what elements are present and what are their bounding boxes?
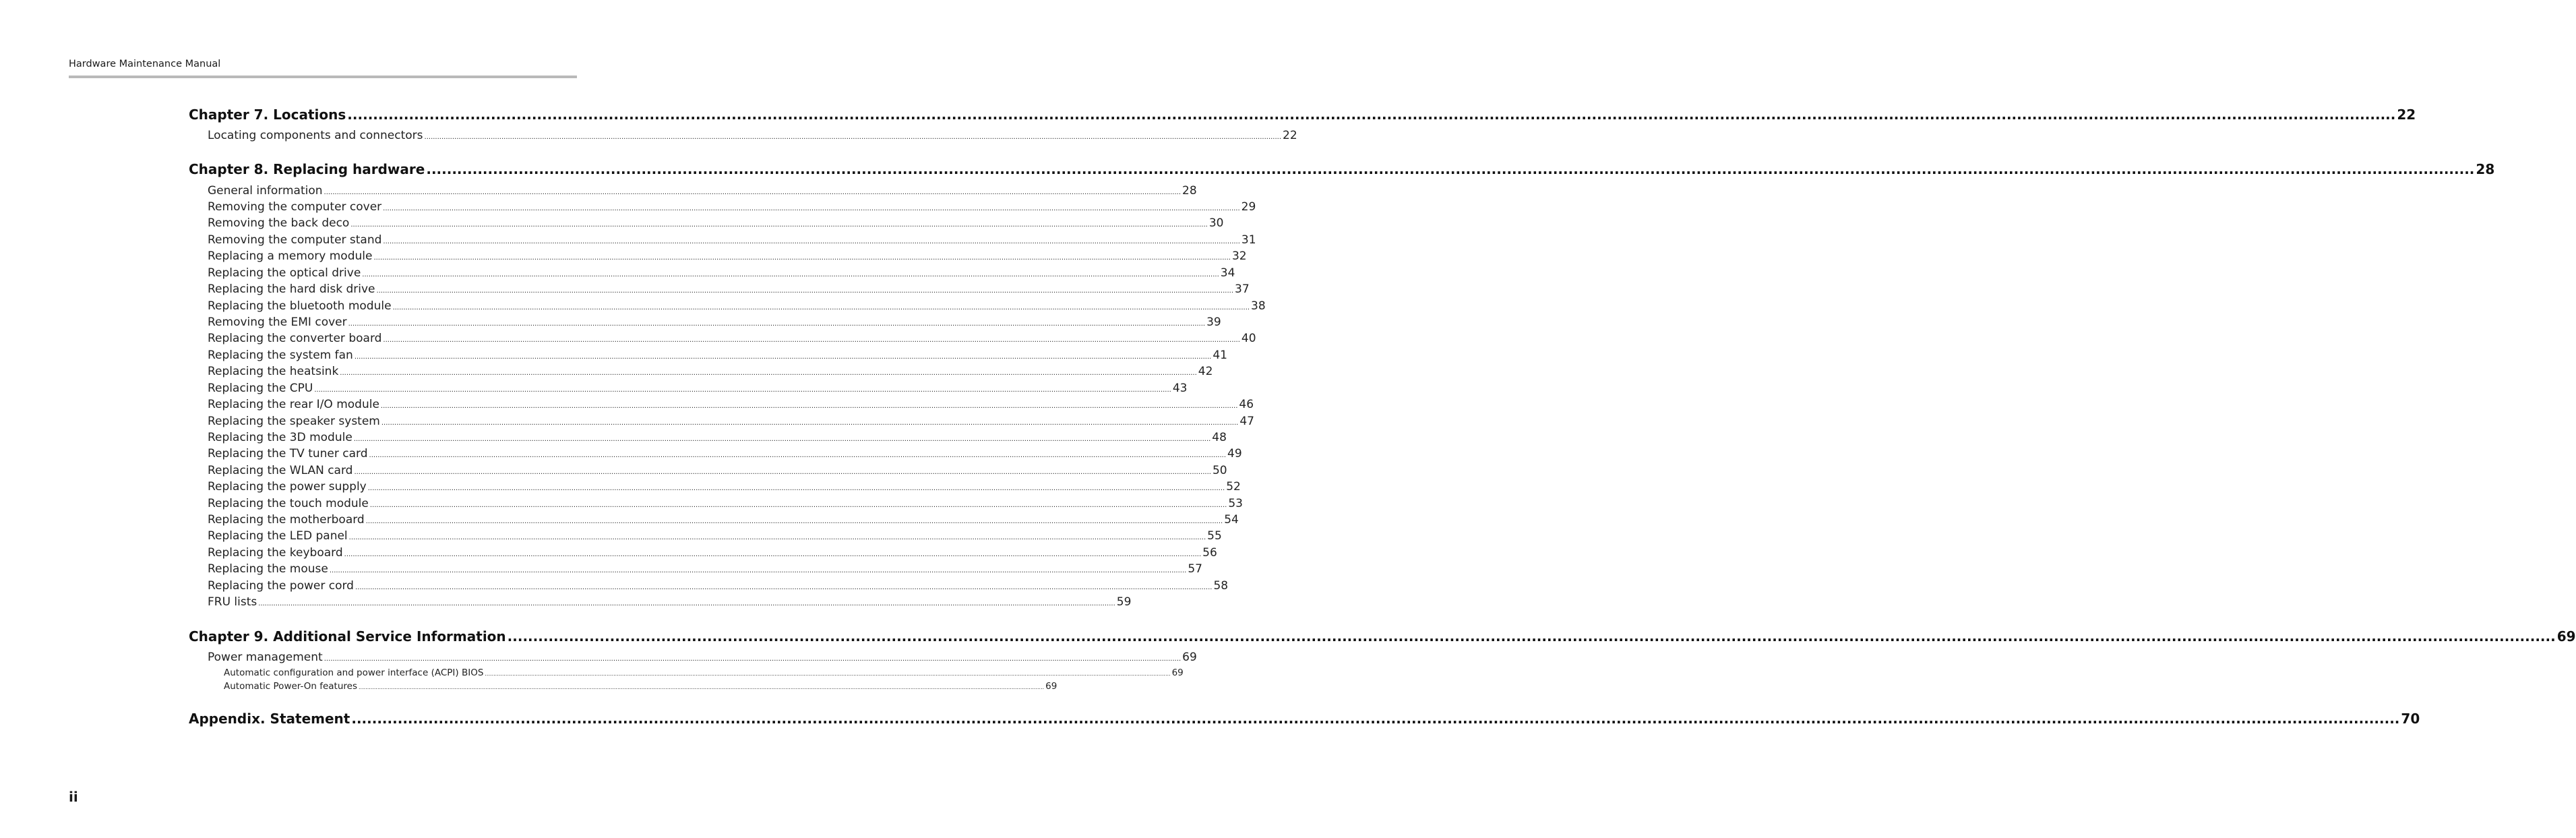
dot-leader: ................................................................................................................................................................................................................................................................................................................................................................................................................	[314, 386, 1171, 394]
toc-entry-page: 47	[1239, 415, 1254, 428]
toc-entry-title: Appendix. Statement	[189, 711, 350, 727]
dot-leader: ................................................................................................................................................................................................................................................................................................................................................................................................................	[383, 238, 1240, 245]
toc-entry-chapter[interactable]	[189, 107, 2416, 123]
toc-entry-title: Replacing the power cord	[208, 579, 354, 593]
dot-leader: ................................................................................................................................................................................................................................................................................................................................................................................................................	[258, 600, 1115, 607]
dot-leader: ................................................................................................................................................................................................................................................................................................................................................................................................................	[324, 189, 1181, 196]
dot-leader: ................................................................................................................................................................................................................................................................................................................................................................................................................	[358, 684, 1045, 690]
toc-entry-title: Removing the computer cover	[208, 200, 382, 214]
toc-entry-page: 32	[1231, 249, 1247, 263]
toc-entry-section[interactable]	[208, 447, 1242, 460]
toc-entry-page: 34	[1220, 266, 1235, 280]
toc-entry-page: 38	[1251, 299, 1266, 313]
toc-entry-section[interactable]	[208, 200, 1256, 214]
toc-entry-subsection[interactable]	[224, 667, 1184, 678]
toc-entry-page: 54	[1224, 513, 1239, 527]
toc-entry-title: Replacing the rear I/O module	[208, 398, 379, 411]
toc-entry-page: 53	[1228, 497, 1243, 510]
dot-leader: ................................................................................................................................................................................................................................................................................................................................................................................................................	[348, 534, 1206, 541]
dot-leader: ................................................................................................................................................................................................................................................................................................................................................................................................................	[347, 107, 2396, 123]
dot-leader: ................................................................................................................................................................................................................................................................................................................................................................................................................	[376, 287, 1233, 295]
header-rule	[69, 76, 577, 78]
toc-entry-title: Automatic Power-On features	[224, 681, 357, 692]
dot-leader: ................................................................................................................................................................................................................................................................................................................................................................................................................	[355, 584, 1213, 591]
dot-leader: ................................................................................................................................................................................................................................................................................................................................................................................................................	[344, 551, 1202, 558]
toc-entry-title: Removing the computer stand	[208, 233, 382, 247]
dot-leader: ................................................................................................................................................................................................................................................................................................................................................................................................................	[392, 304, 1250, 311]
toc-entry-title: Chapter 9. Additional Service Information	[189, 628, 506, 645]
toc-entry-page: 40	[1241, 332, 1256, 345]
toc-entry-title: Replacing the speaker system	[208, 415, 380, 428]
toc-entry-section[interactable]	[208, 431, 1227, 444]
dot-leader: ................................................................................................................................................................................................................................................................................................................................................................................................................	[351, 711, 2400, 727]
toc-entry-title: Removing the EMI cover	[208, 316, 347, 329]
toc-entry-page: 59	[1116, 595, 1132, 609]
toc-entry-page: 41	[1213, 349, 1227, 362]
toc-entry-page: 31	[1241, 233, 1256, 247]
toc-entry-section[interactable]	[208, 365, 1213, 378]
toc-entry-section[interactable]	[208, 480, 1241, 493]
toc-entry-title: FRU lists	[208, 595, 257, 609]
toc-entry-title: Replacing the mouse	[208, 562, 328, 576]
toc-entry-title: Replacing the heatsink	[208, 365, 339, 378]
toc-entry-section[interactable]	[208, 562, 1202, 576]
toc-entry-section[interactable]	[208, 529, 1222, 543]
dot-leader: ................................................................................................................................................................................................................................................................................................................................................................................................................	[485, 671, 1171, 677]
toc-entry-section[interactable]	[208, 233, 1256, 247]
dot-leader: ................................................................................................................................................................................................................................................................................................................................................................................................................	[383, 205, 1240, 212]
toc-entry-section[interactable]	[208, 316, 1221, 329]
toc-entry-title: General information	[208, 184, 323, 198]
toc-entry-section[interactable]	[208, 415, 1254, 428]
dot-leader: ................................................................................................................................................................................................................................................................................................................................................................................................................	[426, 161, 2475, 177]
toc-entry-section[interactable]	[208, 579, 1229, 593]
dot-leader: ................................................................................................................................................................................................................................................................................................................................................................................................................	[381, 419, 1239, 427]
toc-entry-section[interactable]	[208, 216, 1224, 230]
toc-entry-title: Replacing the converter board	[208, 332, 382, 345]
toc-entry-page: 49	[1227, 447, 1242, 460]
toc-entry-page: 22	[2397, 107, 2416, 123]
toc-entry-page: 43	[1172, 382, 1188, 395]
toc-entry-subsection[interactable]	[224, 681, 1057, 692]
toc-entry-page: 39	[1206, 316, 1221, 329]
dot-leader: ................................................................................................................................................................................................................................................................................................................................................................................................................	[367, 485, 1225, 492]
toc-entry-page: 48	[1212, 431, 1227, 444]
toc-entry-chapter[interactable]	[189, 711, 2420, 727]
toc-entry-section[interactable]	[208, 282, 1250, 296]
dot-leader: ................................................................................................................................................................................................................................................................................................................................................................................................................	[365, 518, 1223, 525]
dot-leader: ................................................................................................................................................................................................................................................................................................................................................................................................................	[383, 336, 1240, 344]
toc-entry-section[interactable]	[208, 398, 1254, 411]
toc-entry-page: 69	[2556, 628, 2576, 645]
toc-entry-title: Chapter 8. Replacing hardware	[189, 161, 425, 177]
dot-leader: ................................................................................................................................................................................................................................................................................................................................................................................................................	[350, 221, 1208, 229]
toc-entry-chapter[interactable]	[189, 628, 2576, 645]
toc-entry-title: Replacing the motherboard	[208, 513, 365, 527]
toc-entry-section[interactable]	[208, 464, 1227, 477]
toc-entry-page: 28	[1182, 184, 1197, 198]
toc-entry-section[interactable]	[208, 184, 1197, 198]
toc-entry-page: 58	[1213, 579, 1229, 593]
toc-entry-title: Locating components and connectors	[208, 129, 423, 142]
toc-entry-page: 55	[1207, 529, 1222, 543]
toc-entry-section[interactable]	[208, 513, 1239, 527]
dot-leader: ................................................................................................................................................................................................................................................................................................................................................................................................................	[507, 628, 2556, 645]
toc-entry-section[interactable]	[208, 497, 1243, 510]
toc-entry-title: Chapter 7. Locations	[189, 107, 346, 123]
toc-entry-title: Replacing the system fan	[208, 349, 353, 362]
toc-entry-title: Replacing the optical drive	[208, 266, 361, 280]
running-header: Hardware Maintenance Manual	[69, 59, 221, 69]
toc-entry-section[interactable]	[208, 266, 1235, 280]
toc-entry-page: 50	[1212, 464, 1227, 477]
toc-entry-page: 69	[1171, 667, 1184, 678]
toc-entry-title: Replacing the hard disk drive	[208, 282, 375, 296]
toc-entry-section[interactable]	[208, 382, 1188, 395]
dot-leader: ................................................................................................................................................................................................................................................................................................................................................................................................................	[354, 469, 1211, 476]
toc-entry-section[interactable]	[208, 546, 1217, 560]
toc-entry-section[interactable]	[208, 349, 1227, 362]
toc-entry-page: 30	[1208, 216, 1224, 230]
toc-entry-section[interactable]	[208, 249, 1247, 263]
toc-entry-page: 56	[1202, 546, 1217, 560]
toc-entry-section[interactable]	[208, 651, 1197, 664]
toc-entry-title: Replacing the bluetooth module	[208, 299, 392, 313]
toc-entry-page: 42	[1198, 365, 1213, 378]
toc-entry-title: Replacing a memory module	[208, 249, 373, 263]
dot-leader: ................................................................................................................................................................................................................................................................................................................................................................................................................	[424, 133, 1282, 141]
page-number: ii	[69, 789, 78, 805]
toc-entry-title: Power management	[208, 651, 323, 664]
dot-leader: ................................................................................................................................................................................................................................................................................................................................................................................................................	[369, 452, 1226, 459]
toc-entry-title: Replacing the WLAN card	[208, 464, 353, 477]
toc-entry-page: 46	[1239, 398, 1254, 411]
toc-entry-title: Removing the back deco	[208, 216, 350, 230]
dot-leader: ................................................................................................................................................................................................................................................................................................................................................................................................................	[380, 402, 1238, 410]
dot-leader: ................................................................................................................................................................................................................................................................................................................................................................................................................	[353, 436, 1211, 443]
dot-leader: ................................................................................................................................................................................................................................................................................................................................................................................................................	[324, 655, 1182, 663]
toc-entry-page: 70	[2401, 711, 2420, 727]
toc-entry-title: Automatic configuration and power interface (ACPI) BIOS	[224, 667, 484, 678]
toc-entry-page: 57	[1188, 562, 1202, 576]
toc-entry-title: Replacing the 3D module	[208, 431, 352, 444]
toc-entry-title: Replacing the TV tuner card	[208, 447, 368, 460]
toc-entry-title: Replacing the keyboard	[208, 546, 343, 560]
dot-leader: ................................................................................................................................................................................................................................................................................................................................................................................................................	[373, 254, 1231, 262]
toc-entry-section[interactable]	[208, 129, 1297, 142]
dot-leader: ................................................................................................................................................................................................................................................................................................................................................................................................................	[354, 353, 1212, 361]
toc-entry-section[interactable]	[208, 332, 1256, 345]
toc-entry-title: Replacing the power supply	[208, 480, 367, 493]
dot-leader: ................................................................................................................................................................................................................................................................................................................................................................................................................	[369, 502, 1227, 509]
toc-entry-page: 37	[1235, 282, 1250, 296]
dot-leader: ................................................................................................................................................................................................................................................................................................................................................................................................................	[329, 567, 1187, 574]
toc-entry-title: Replacing the LED panel	[208, 529, 348, 543]
toc-entry-chapter[interactable]	[189, 161, 2495, 177]
toc-entry-page: 69	[1045, 681, 1057, 692]
toc-entry-section[interactable]	[208, 299, 1266, 313]
toc-entry-title: Replacing the touch module	[208, 497, 369, 510]
dot-leader: ................................................................................................................................................................................................................................................................................................................................................................................................................	[362, 271, 1219, 278]
dot-leader: ................................................................................................................................................................................................................................................................................................................................................................................................................	[348, 320, 1206, 328]
dot-leader: ................................................................................................................................................................................................................................................................................................................................................................................................................	[340, 369, 1197, 377]
toc-entry-title: Replacing the CPU	[208, 382, 313, 395]
toc-entry-section[interactable]	[208, 595, 1132, 609]
toc-entry-page: 69	[1182, 651, 1197, 664]
toc-entry-page: 28	[2476, 161, 2495, 177]
toc-entry-page: 29	[1241, 200, 1256, 214]
toc-entry-page: 22	[1283, 129, 1297, 142]
toc-entry-page: 52	[1226, 480, 1241, 493]
